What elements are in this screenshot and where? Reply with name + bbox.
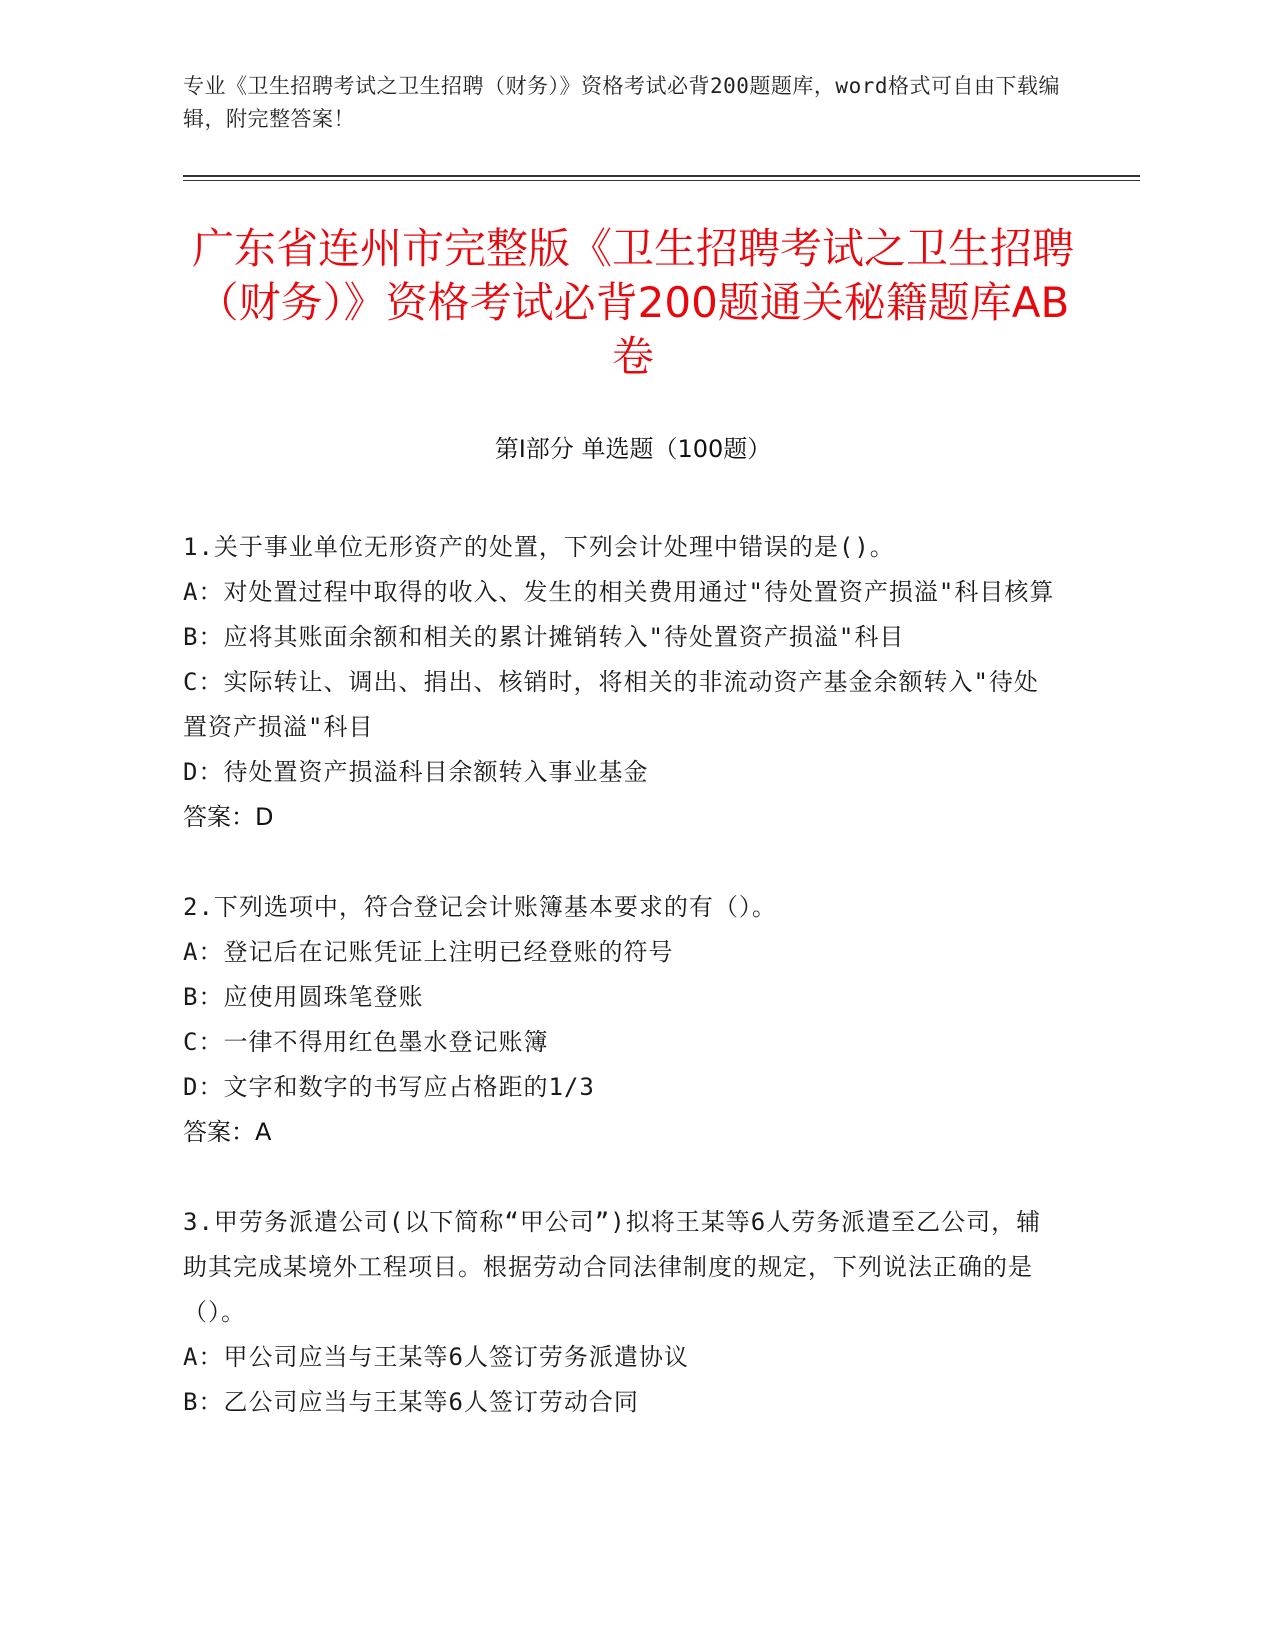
- question-list: [183, 525, 1063, 1470]
- option-b: B：乙公司应当与王某等6人签订劳动合同: [183, 1388, 639, 1416]
- header-rule-thin: [183, 180, 1140, 181]
- option-c: C：一律不得用红色墨水登记账簿: [183, 1028, 549, 1056]
- option-d: D：待处置资产损溢科目余额转入事业基金: [183, 758, 649, 786]
- option-a: A：甲公司应当与王某等6人签订劳务派遣协议: [183, 1343, 689, 1371]
- header-rule-thick: [183, 175, 1140, 177]
- option-d: D：文字和数字的书写应占格距的1/3: [183, 1073, 595, 1101]
- option-a: A：对处置过程中取得的收入、发生的相关费用通过"待处置资产损溢"科目核算: [183, 578, 1055, 606]
- answer: 答案：D: [183, 803, 274, 831]
- question-stem: 2.下列选项中，符合登记会计账簿基本要求的有（）。: [183, 893, 777, 921]
- option-b: B：应将其账面余额和相关的累计摊销转入"待处置资产损溢"科目: [183, 623, 905, 651]
- question-3: [183, 1200, 1063, 1425]
- question-1: [183, 525, 1063, 840]
- document-title: 广东省连州市完整版《卫生招聘考试之卫生招聘（财务）》资格考试必背200题通关秘籍题库AB卷: [191, 224, 1074, 381]
- header-note: 专业《卫生招聘考试之卫生招聘（财务）》资格考试必背200题题库，word格式可自由下载编辑，附完整答案！: [183, 74, 1060, 131]
- question-2: [183, 885, 1063, 1155]
- option-a: A：登记后在记账凭证上注明已经登账的符号: [183, 938, 674, 966]
- section-title: 第I部分 单选题（100题）: [494, 435, 772, 463]
- question-stem: 3.甲劳务派遣公司(以下简称“甲公司”)拟将王某等6人劳务派遣至乙公司，辅助其完成某境外工程项目。根据劳动合同法律制度的规定，下列说法正确的是（）。: [183, 1208, 1042, 1326]
- question-stem: 1.关于事业单位无形资产的处置，下列会计处理中错误的是()。: [183, 533, 895, 561]
- answer: 答案：A: [183, 1118, 272, 1146]
- option-c: C：实际转让、调出、捐出、核销时，将相关的非流动资产基金余额转入"待处置资产损溢"科目: [183, 668, 1039, 741]
- option-b: B：应使用圆珠笔登账: [183, 983, 424, 1011]
